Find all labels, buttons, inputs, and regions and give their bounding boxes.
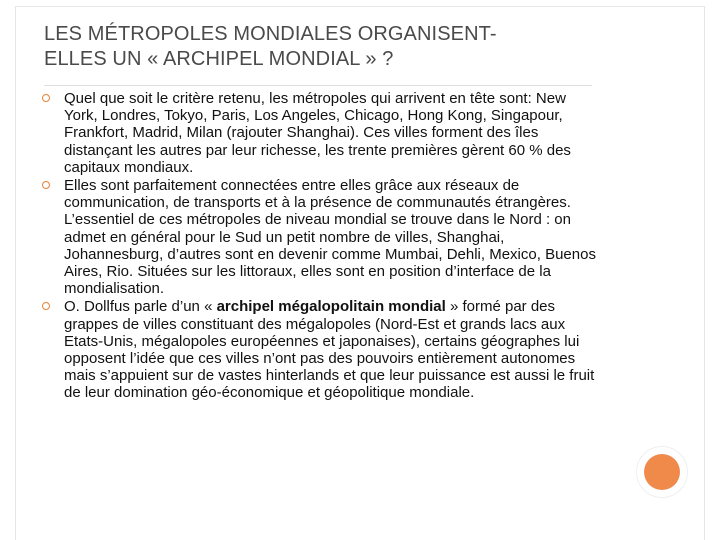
circle-bullet-icon (42, 302, 50, 310)
bullet-text-3-bold: archipel mégalopolitain mondial (216, 298, 446, 316)
frame-top-border (15, 6, 705, 7)
bullet-text-1: Quel que soit le critère retenu, les métropoles qui arrivent en tête sont: New York, Londres, Tokyo, Paris, Los Angeles, Chicago, Hong Kong, Singapour, Frankfort, Madrid, Milan (rajouter Shanghai). Ces villes forment des îles distançant les autres par leur richesse, les trente premières gèrent 60 % des capitaux mondiaux. (64, 90, 571, 176)
bullet-item-3 (40, 298, 600, 401)
circle-bullet-icon (42, 181, 50, 189)
bullet-item-1 (40, 90, 600, 176)
frame-right-border (704, 6, 705, 540)
bullet-text-2: Elles sont parfaitement connectées entre elles grâce aux réseaux de communication, de transports et à la présence de communautés étrangères. L’essentiel de ces métropoles de niveau mondial se trouve dans le Nord : on admet en général pour le Sud un petit nombre de villes, Shanghai, Johannesburg, d’autres sont en devenir comme Mumbai, Dehli, Mexico, Buenos Aires, Rio. Situées sur les littoraux, elles sont en position d’interface de la mondialisation. (64, 177, 596, 298)
decorative-circle (636, 446, 688, 498)
circle-bullet-icon (42, 94, 50, 102)
slide-title-line-1: LES MÉTROPOLES MONDIALES ORGANISENT- (44, 23, 497, 45)
bullet-text-3-before: O. Dollfus parle d’un « (64, 298, 217, 316)
orange-circle-icon (644, 454, 680, 490)
bullet-item-2 (40, 177, 600, 297)
frame-left-border (15, 6, 16, 540)
bullet-list (40, 90, 600, 403)
slide-title (44, 22, 644, 72)
bullet-text-3-after: » formé par des grappes de villes constituant des mégalopoles (Nord-Est et grands lacs aux Etats-Unis, mégalopoles européennes et japonaises), certains géographes lui opposent l’idée que ces villes n’ont pas des pouvoirs entièrement autonomes mais s’appuient sur de vastes hinterlands et que leur puissance est aussi le fruit de leur domination géo-économique et géopolitique mondiale. (64, 298, 595, 402)
slide-title-line-2: ELLES UN « ARCHIPEL MONDIAL » ? (44, 48, 394, 70)
title-divider (44, 85, 592, 86)
